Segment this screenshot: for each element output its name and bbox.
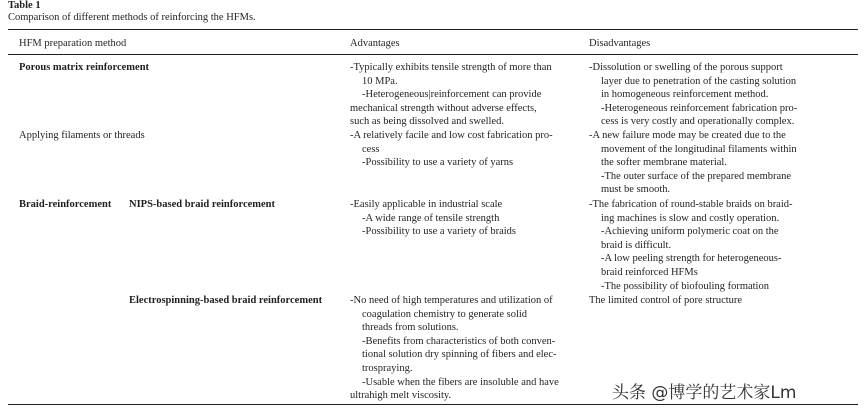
row-group-braid: Braid-reinforcement (19, 199, 112, 210)
table-label: Table 1 (8, 0, 41, 11)
row-disadvantages-nips: -The fabrication of round-stable braids on braid- ing machines is slow and costly operation. -Achieving uniform polymeric coat on the braid is difficult. -A low peeling strength for heterogeneous- braid reinforced HFMs -The possibility of biofouling formation (589, 199, 793, 292)
row-method-filaments: Applying filaments or threads (19, 130, 145, 141)
header-advantages: Advantages (350, 38, 400, 49)
row-disadvantages-porous: -Dissolution or swelling of the porous support layer due to penetration of the casting solution in homogeneous reinforcement method. -Heterogeneous reinforcement fabrication pro- cess is very costly and operationally complex. (589, 62, 798, 128)
row-disadvantages-filaments: -A new failure mode may be created due to the movement of the longitudinal filaments within the softer membrane material. -The outer surface of the prepared membrane must be smooth. (589, 130, 797, 196)
watermark: 头条 @博学的艺术家Lm (612, 383, 797, 403)
table-top-rule (8, 29, 858, 30)
row-advantages-porous: -Typically exhibits tensile strength of more than 10 MPa. -Heterogeneous|reinforcement can provide mechanical strength without adverse effects, such as being dissolved and swelled. (350, 62, 552, 128)
table-caption: Comparison of different methods of reinforcing the HFMs. (8, 12, 256, 23)
row-method-porous: Porous matrix reinforcement (19, 62, 150, 73)
row-method-nips: NIPS-based braid reinforcement (129, 199, 276, 210)
row-method-electrospinning: Electrospinning-based braid reinforcement (129, 295, 323, 306)
row-advantages-electrospinning: -No need of high temperatures and utilization of coagulation chemistry to generate solid threads from solutions. -Benefits from characteristics of both conven- tional solution dry spinning of fibers and elec- trospraying. -Usable when the fibers are insoluble and have ultrahigh melt viscosity. (350, 295, 559, 402)
row-disadvantages-electrospinning: The limited control of pore structure (589, 295, 743, 306)
table-bottom-rule (8, 404, 858, 405)
row-advantages-nips: -Easily applicable in industrial scale -A wide range of tensile strength -Possibility to use a variety of braids (350, 199, 516, 238)
table-header-rule (8, 54, 858, 55)
header-method: HFM preparation method (19, 38, 127, 49)
row-advantages-filaments: -A relatively facile and low cost fabrication pro- cess -Possibility to use a variety of yarns (350, 130, 553, 169)
header-disadvantages: Disadvantages (589, 38, 651, 49)
